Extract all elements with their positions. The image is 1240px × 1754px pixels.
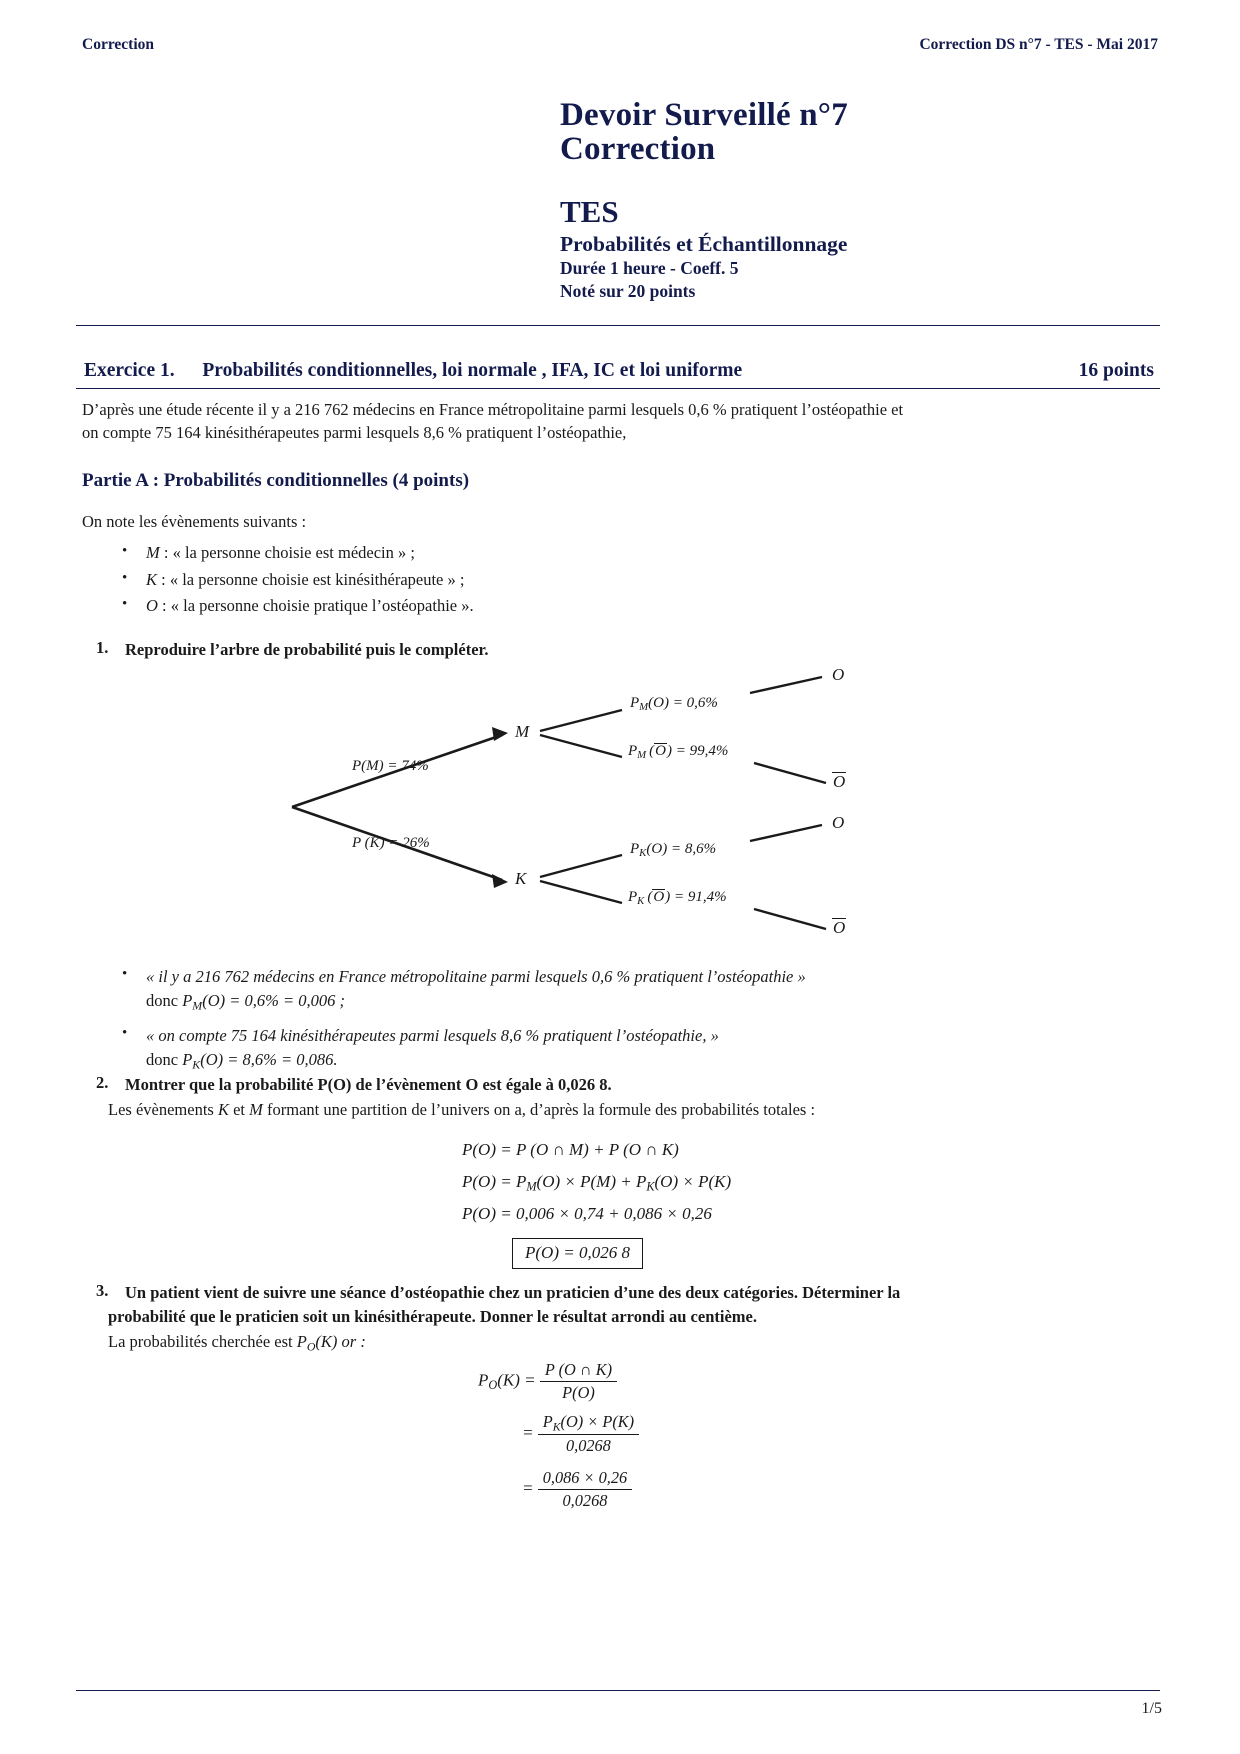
q3-equation-1: $P_O(K)$ = $\frac{P (O \cap K)}{P(O)}$	[478, 1360, 617, 1403]
header-divider	[76, 325, 1160, 326]
tree-label-pm-o: $P_M(O) = 0,6\%$	[630, 695, 718, 714]
question-2-text: Montrer que la probabilité P(O) de l’évènement O est égale à 0,026 8.	[125, 1075, 612, 1094]
exercise-intro-line1: D’après une étude récente il y a 216 762 médecins en France métropolitaine parmi lesquels 0,6 % pratiquent l’ostéopathie et	[82, 400, 904, 419]
event-text-o: : « la personne choisie pratique l’ostéopathie ».	[157, 596, 474, 616]
exercise-divider	[76, 388, 1160, 389]
q2-boxed-result: P(O) = 0,026 8	[512, 1238, 643, 1269]
q3-fraction-3: $\frac{0,086 \times 0,26}{0,0268}$	[538, 1468, 632, 1511]
list-item	[146, 567, 474, 594]
document-title-line1: Devoir Surveillé n°7	[560, 97, 848, 133]
event-symbol-m: M	[146, 543, 160, 562]
q2-equation-line2: $P(O) = P_M(O) \times P(M) + P_K(O) \times P(K)$	[462, 1172, 732, 1194]
question-3-text-line2: probabilité que le praticien soit un kinésithérapeute. Donner le résultat arrondi au centième.	[108, 1307, 757, 1326]
question-3-text-line1: Un patient vient de suivre une séance d’ostéopathie chez un praticien d’une des deux catégories. Déterminer la	[125, 1283, 901, 1302]
grading-note: Noté sur 20 points	[560, 281, 696, 302]
q3-equation-2: = $\frac{P_K(O) \times P(K)}{0,0268}$	[522, 1412, 639, 1456]
tree-leaf-obar-bottom: O	[833, 918, 846, 937]
partie-a-heading: Partie A : Probabilités conditionnelles (4 points)	[82, 470, 470, 491]
event-symbol-k: K	[146, 569, 158, 589]
running-head	[82, 36, 1158, 58]
list-item	[146, 1024, 1146, 1074]
tree-leaf-o-top: O	[832, 665, 845, 684]
q3-fraction-2: $\frac{P_K(O) \times P(K)}{0,0268}$	[538, 1412, 639, 1456]
event-text-m: : « la personne choisie est médecin » ;	[159, 543, 415, 562]
question-1-number: 1.	[96, 638, 109, 657]
document-title-line2: Correction	[560, 130, 716, 167]
subject-title: Probabilités et Échantillonnage	[560, 231, 848, 256]
quote-text-1: « il y a 216 762 médecins en France métropolitaine parmi lesquels 0,6 % pratiquent l’ostéopathie »	[146, 967, 806, 986]
tree-node-k: K	[515, 869, 527, 888]
tree-label-pk-obar: $P_K$ (O) = 91,4%	[628, 889, 727, 908]
tree-leaf-obar-top: O	[833, 772, 846, 791]
q3-fraction-1: $\frac{P (O \cap K)}{P(O)}$	[540, 1360, 617, 1403]
justification-list	[108, 965, 1146, 1082]
tree-edges	[270, 665, 910, 950]
title-block	[560, 98, 1160, 304]
event-text-k: : « la personne choisie est kinésithérapeute » ;	[157, 569, 465, 589]
duration-coeff: Durée 1 heure - Coeff. 5	[560, 258, 739, 279]
running-head-left: Correction	[82, 36, 155, 53]
question-1-text: Reproduire l’arbre de probabilité puis le compléter.	[125, 640, 489, 659]
question-3-lead: La probabilités cherchée est $P_O(K)$ or :	[108, 1332, 366, 1354]
page-number: 1/5	[1141, 1700, 1162, 1717]
events-list	[108, 540, 474, 620]
tree-leaf-o-bottom: O	[832, 813, 845, 832]
partie-a-lead: On note les évènements suivants :	[82, 512, 307, 531]
exercise-title: Probabilités conditionnelles, loi normale , IFA, IC et loi uniforme	[202, 360, 743, 381]
q2-equation-line1: P(O) = P (O ∩ M) + P (O ∩ K)	[462, 1140, 679, 1159]
tree-node-m: M	[515, 722, 530, 741]
event-symbol-o: O	[146, 596, 158, 616]
list-item	[146, 593, 474, 620]
probability-tree	[270, 665, 910, 950]
tree-label-pk-o: $P_K(O) = 8,6\%$	[630, 841, 717, 860]
class-level: TES	[560, 193, 619, 229]
quote-conclusion-1: donc $P_M(O) = 0,6\% = 0,006$ ;	[146, 991, 345, 1013]
question-2-number: 2.	[96, 1073, 109, 1092]
exercise-number: Exercice 1.	[84, 360, 175, 381]
list-item	[146, 540, 474, 567]
running-head-right: Correction DS n°7 - TES - Mai 2017	[919, 36, 1158, 53]
quote-text-2: « on compte 75 164 kinésithérapeutes parmi lesquels 8,6 % pratiquent l’ostéopathie, »	[146, 1025, 719, 1045]
footer-divider	[76, 1690, 1160, 1691]
question-3-number: 3.	[96, 1281, 109, 1300]
q3-equation-3: = $\frac{0,086 \times 0,26}{0,0268}$	[522, 1468, 632, 1511]
tree-label-pm: P(M) = 74%	[352, 758, 429, 774]
tree-label-pm-obar: $P_M$ (O) = 99,4%	[628, 743, 729, 762]
list-item	[146, 965, 1146, 1015]
exercise-intro	[82, 398, 1160, 445]
exercise-points: 16 points	[1078, 360, 1154, 381]
exercise-intro-line2: on compte 75 164 kinésithérapeutes parmi lesquels 8,6 % pratiquent l’ostéopathie,	[82, 423, 627, 443]
quote-conclusion-2: donc $P_K(O) = 8,6\% = 0,086$.	[146, 1049, 338, 1072]
exercise-header	[84, 360, 1154, 382]
tree-label-pk: P (K) = 26%	[352, 835, 430, 851]
question-2-lead: Les évènements K et M formant une partition de l’univers on a, d’après la formule des probabilités totales :	[108, 1100, 816, 1119]
q2-equation-line3: P(O) = 0,006 × 0,74 + 0,086 × 0,26	[462, 1204, 712, 1223]
